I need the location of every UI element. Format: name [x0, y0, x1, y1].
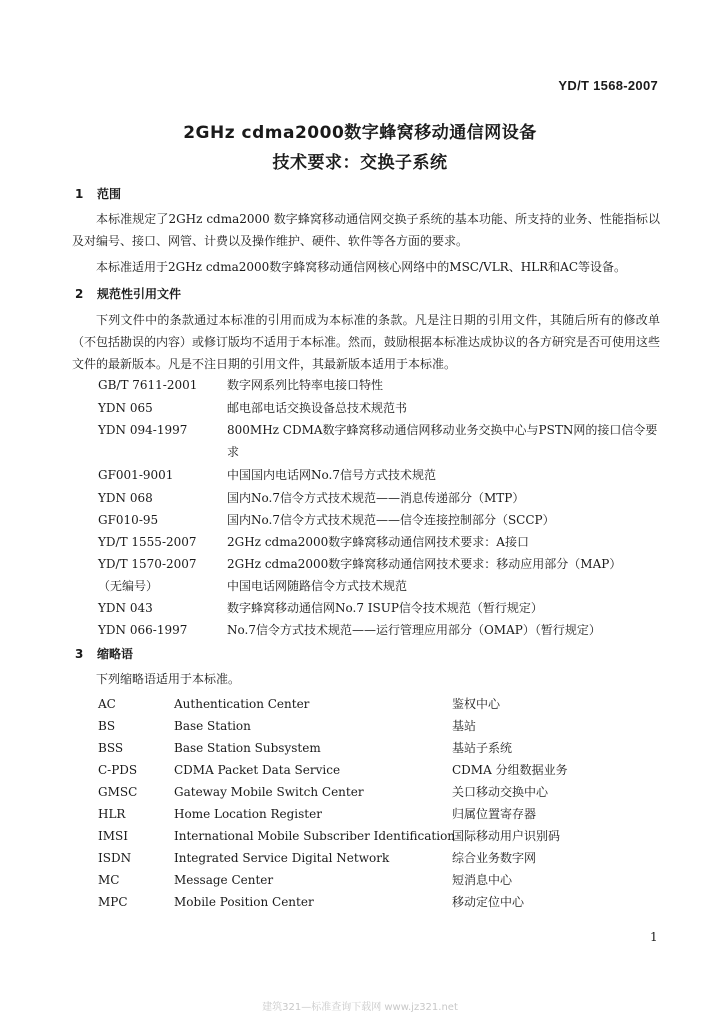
section-title: 缩略语: [97, 647, 134, 661]
abbreviation-english: Message Center: [174, 873, 274, 887]
reference-title: 800MHz CDMA数字蜂窝移动通信网移动业务交换中心与PSTN网的接口信令要求: [227, 423, 658, 459]
reference-code: YDN 094-1997: [98, 423, 188, 437]
section-title: 范围: [97, 187, 122, 201]
abbreviation-code: MPC: [98, 895, 128, 909]
abbreviation-english: Mobile Position Center: [174, 895, 314, 909]
reference-title: 2GHz cdma2000数字蜂窝移动通信网技术要求：A接口: [227, 535, 529, 549]
abbreviation-code: BS: [98, 719, 116, 733]
section-1-paragraph-1: 本标准规定了2GHz cdma2000 数字蜂窝移动通信网交换子系统的基本功能、所支持的业务、性能指标以及对编号、接口、网管、计费以及操作维护、硬件、软件等各方面的要求。: [72, 212, 660, 248]
section-2-intro: 下列文件中的条款通过本标准的引用而成为本标准的条款。凡是注日期的引用文件，其随后所有的修改单（不包括勘误的内容）或修订版均不适用于本标准。然而，鼓励根据本标准达成协议的各方研究是否可使用这些文件的最新版本。凡是不注日期的引用文件，其最新版本适用于本标准。: [72, 313, 661, 371]
abbreviation-english: Home Location Register: [174, 807, 322, 821]
reference-code: YDN 065: [98, 401, 153, 415]
abbreviation-chinese: 国际移动用户识别码: [452, 829, 561, 843]
section-title: 规范性引用文件: [97, 287, 182, 301]
reference-title: 国内No.7信令方式技术规范——信令连接控制部分（SCCP）: [227, 513, 555, 527]
reference-code: GF001-9001: [98, 468, 174, 482]
abbreviation-chinese: 关口移动交换中心: [452, 785, 549, 799]
section-2-heading: [75, 285, 181, 302]
reference-title: 数字蜂窝移动通信网No.7 ISUP信令技术规范（暂行规定）: [227, 601, 543, 615]
reference-code: YDN 068: [98, 491, 153, 505]
section-number: 3: [75, 647, 84, 661]
section-1-paragraph-2: 本标准适用于2GHz cdma2000数字蜂窝移动通信网核心网络中的MSC/VLR、HLR和AC等设备。: [96, 260, 627, 274]
reference-code: YDN 066-1997: [98, 623, 188, 637]
abbreviation-code: IMSI: [98, 829, 128, 843]
abbreviation-code: ISDN: [98, 851, 132, 865]
reference-code: YD/T 1570-2007: [98, 557, 197, 571]
reference-title: 邮电部电话交换设备总技术规范书: [227, 401, 408, 415]
doc-title-line1: 2GHz cdma2000数字蜂窝移动通信网设备: [183, 123, 537, 143]
abbreviation-code: BSS: [98, 741, 124, 755]
abbreviation-english: Base Station: [174, 719, 251, 733]
abbreviation-code: HLR: [98, 807, 126, 821]
abbreviation-chinese: CDMA 分组数据业务: [452, 763, 568, 777]
abbreviation-code: C-PDS: [98, 763, 138, 777]
abbreviation-code: GMSC: [98, 785, 138, 799]
watermark-text: 建筑321—标准查询下载网 www.jz321.net: [262, 1002, 458, 1013]
abbreviation-code: AC: [98, 697, 116, 711]
abbreviation-chinese: 归属位置寄存器: [452, 807, 537, 821]
doc-title-line2: 技术要求：交换子系统: [272, 153, 448, 173]
section-3-heading: [75, 645, 133, 662]
reference-title: No.7信令方式技术规范——运行管理应用部分（OMAP）（暂行规定）: [227, 623, 601, 637]
abbreviation-english: CDMA Packet Data Service: [174, 763, 341, 777]
reference-code: GF010-95: [98, 513, 159, 527]
page-number: 1: [650, 930, 658, 944]
reference-code: YDN 043: [98, 601, 153, 615]
abbreviation-english: Base Station Subsystem: [174, 741, 321, 755]
abbreviation-chinese: 综合业务数字网: [452, 851, 537, 865]
reference-title: 中国国内电话网No.7信号方式技术规范: [227, 468, 436, 482]
abbreviation-chinese: 鉴权中心: [452, 697, 501, 711]
reference-code: （无编号）: [98, 579, 159, 593]
abbreviation-chinese: 基站: [452, 719, 477, 733]
section-number: 1: [75, 187, 84, 201]
reference-title: 2GHz cdma2000数字蜂窝移动通信网技术要求：移动应用部分（MAP）: [227, 557, 622, 571]
abbreviation-chinese: 移动定位中心: [452, 895, 525, 909]
abbreviation-chinese: 基站子系统: [452, 741, 513, 755]
section-1-heading: [75, 185, 121, 202]
std-code: YD/T 1568-2007: [558, 78, 658, 93]
abbreviation-code: MC: [98, 873, 120, 887]
abbreviation-english: Gateway Mobile Switch Center: [174, 785, 364, 799]
abbreviation-english: International Mobile Subscriber Identification: [174, 829, 456, 843]
reference-code: YD/T 1555-2007: [98, 535, 197, 549]
reference-code: GB/T 7611-2001: [98, 378, 198, 392]
section-3-intro: 下列缩略语适用于本标准。: [96, 672, 241, 686]
reference-title: 中国电话网随路信令方式技术规范: [227, 579, 408, 593]
section-number: 2: [75, 287, 84, 301]
abbreviation-english: Integrated Service Digital Network: [174, 851, 390, 865]
reference-title: 数字网系列比特率电接口特性: [227, 378, 384, 392]
abbreviation-english: Authentication Center: [174, 697, 310, 711]
reference-title: 国内No.7信令方式技术规范——消息传递部分（MTP）: [227, 491, 525, 505]
abbreviation-chinese: 短消息中心: [452, 873, 513, 887]
